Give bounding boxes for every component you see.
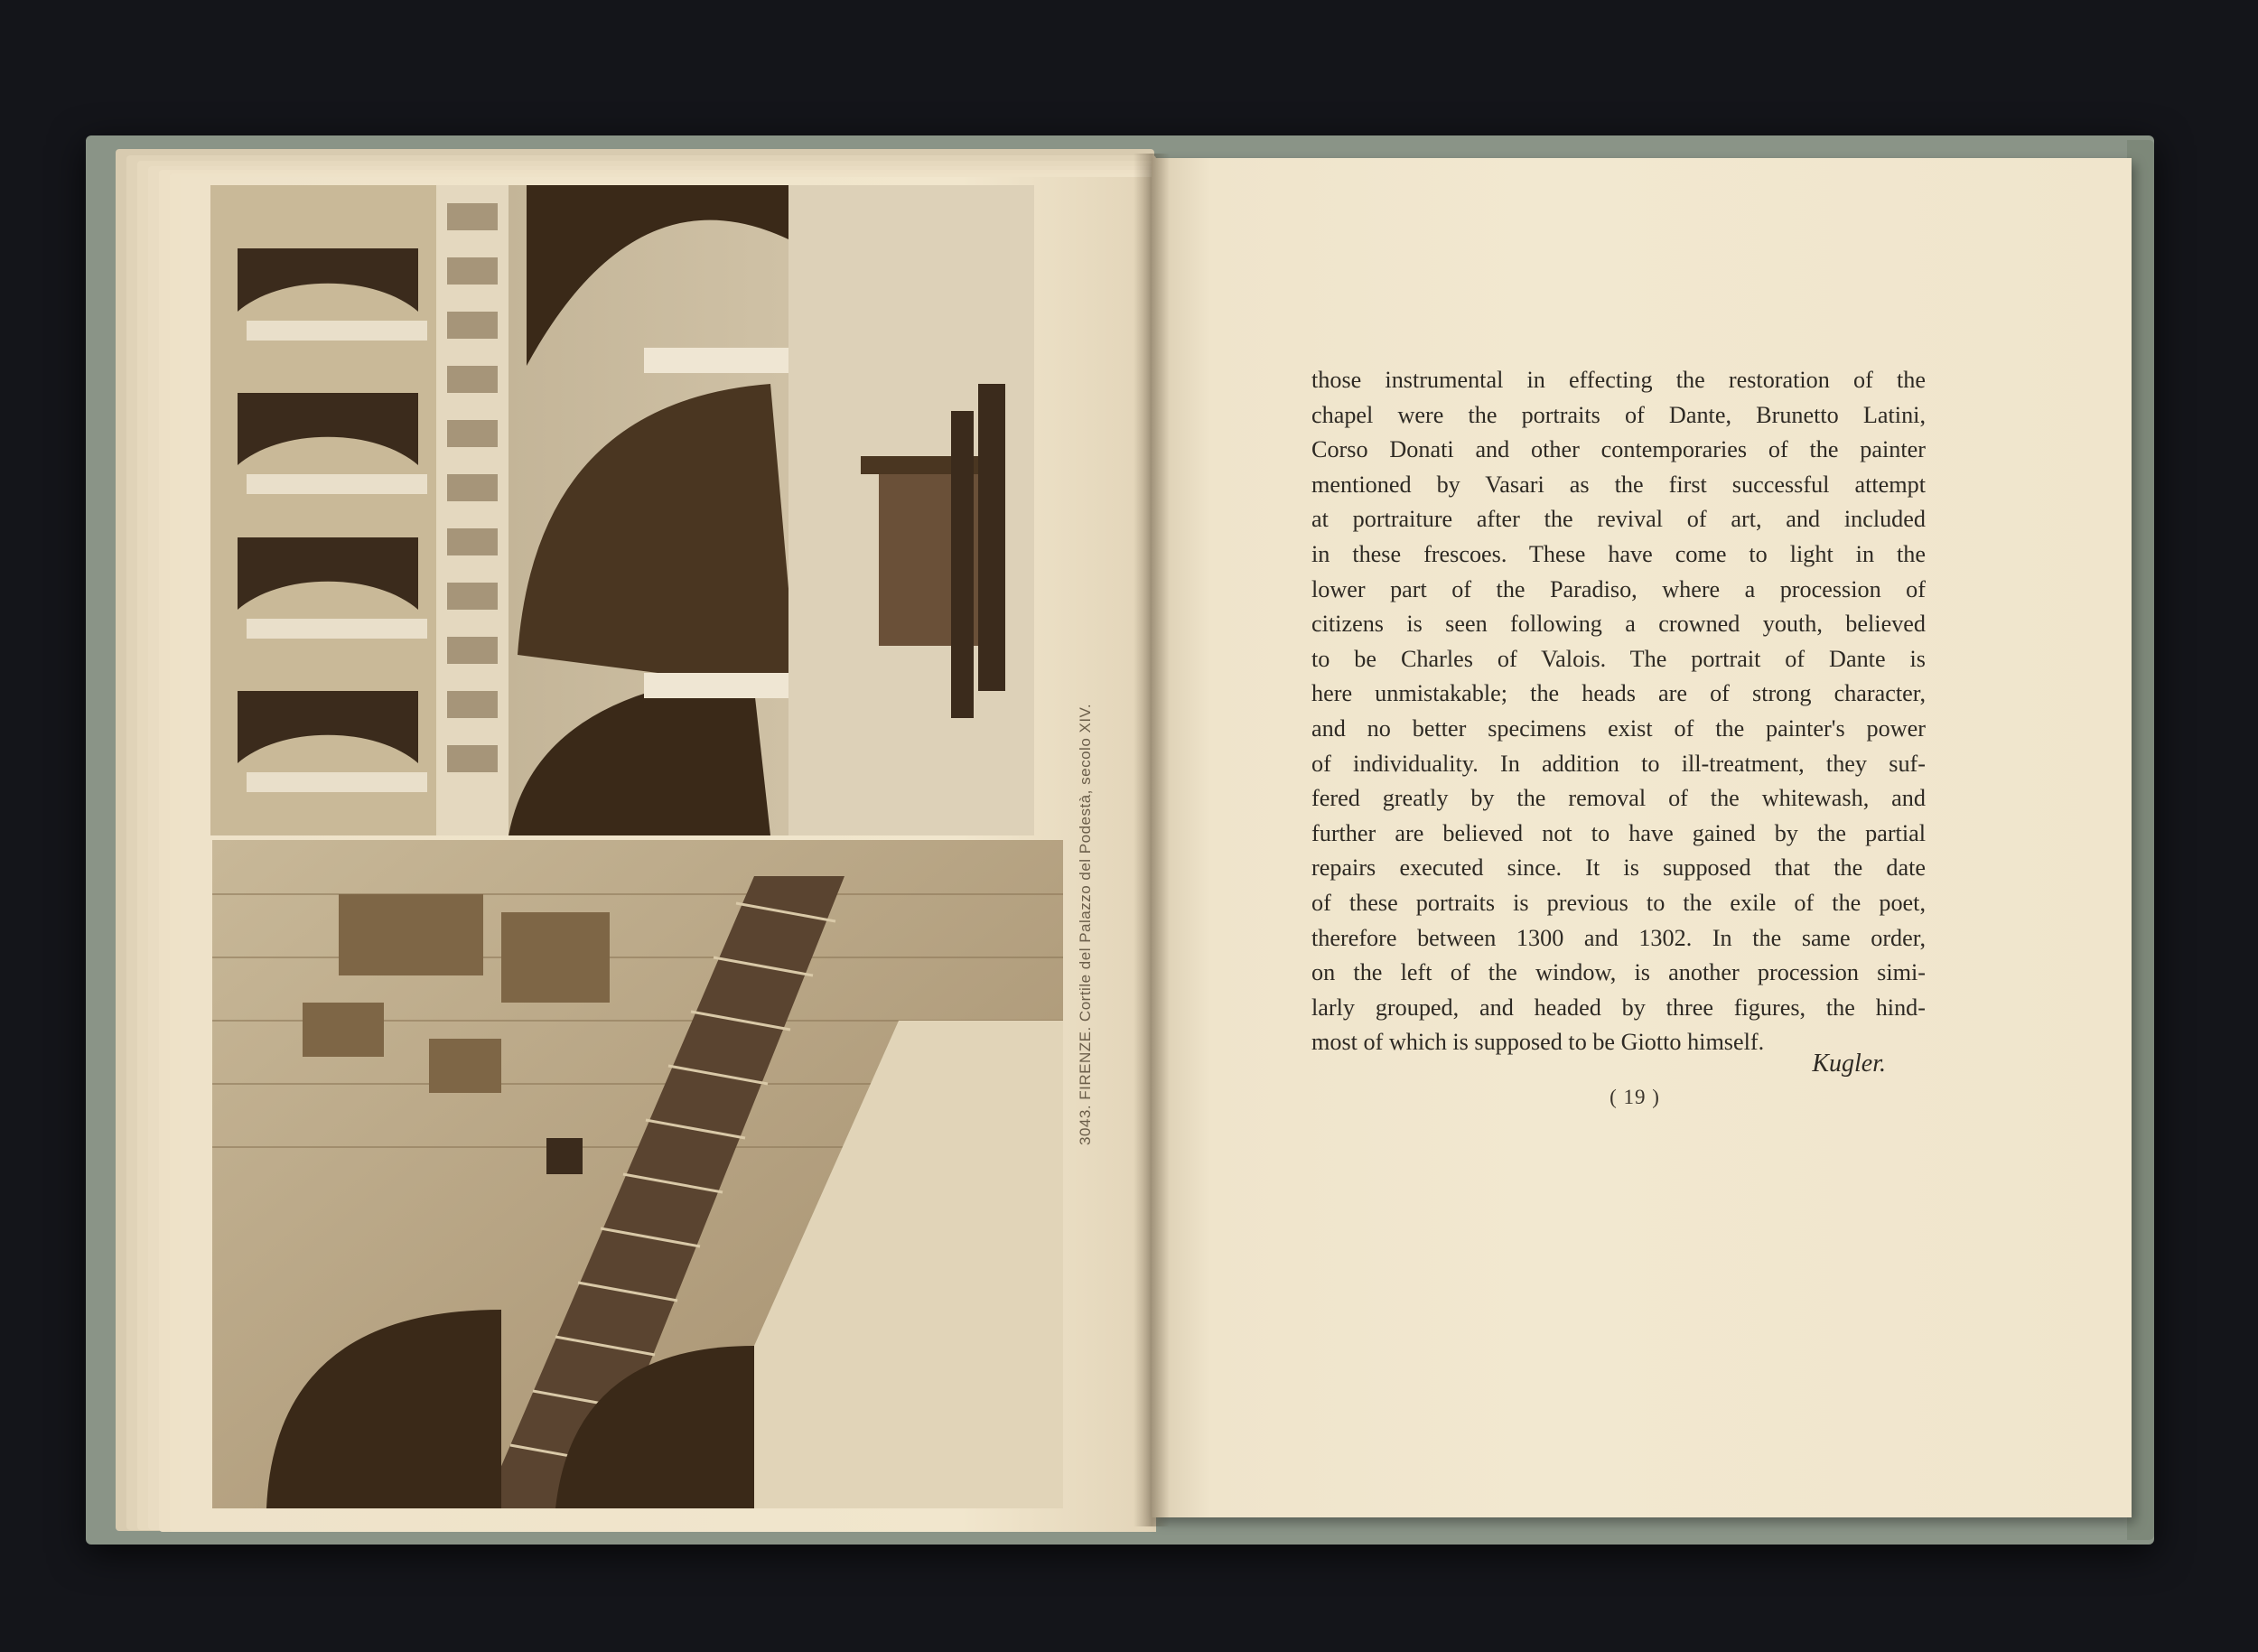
- text-line: here unmistakable; the heads are of strong character,: [1311, 680, 1926, 707]
- text-line: larly grouped, and headed by three figures, the hind-: [1311, 994, 1926, 1021]
- text-line: chapel were the portraits of Dante, Brunetto Latini,: [1311, 401, 1926, 428]
- text-line: therefore between 1300 and 1302. In the same order,: [1311, 924, 1926, 951]
- text-line: lower part of the Paradiso, where a procession of: [1311, 575, 1926, 602]
- text-line: citizens is seen following a crowned youth, believed: [1311, 611, 1926, 638]
- courtyard-staircase-photograph: [212, 840, 1063, 1508]
- text-line: mentioned by Vasari as the first successful attempt: [1311, 471, 1926, 498]
- text-line: of individuality. In addition to ill-treatment, they suf-: [1311, 750, 1926, 777]
- text-line: those instrumental in effecting the restoration of the: [1311, 367, 1926, 393]
- text-line: most of which is supposed to be Giotto himself.: [1311, 1029, 1765, 1056]
- text-line: repairs executed since. It is supposed that the date: [1311, 854, 1926, 882]
- text-line: to be Charles of Valois. The portrait of Dante is: [1311, 645, 1926, 672]
- text-line: fered greatly by the removal of the whitewash, and: [1311, 785, 1926, 812]
- page-body-text: [1311, 363, 1926, 1060]
- photo-caption-text: 3043. FIRENZE. Cortile del Palazzo del Podestà, secolo XIV.: [1077, 703, 1094, 1145]
- text-line: Corso Donati and other contemporaries of the painter: [1311, 436, 1926, 463]
- text-line: of these portraits is previous to the exile of the poet,: [1311, 889, 1926, 916]
- page-number: ( 19 ): [1610, 1086, 1660, 1108]
- courtyard-staircase-image: [212, 840, 1063, 1508]
- book-gutter: [1134, 154, 1170, 1526]
- text-line: at portraiture after the revival of art, and included: [1311, 506, 1926, 533]
- text-line: further are believed not to have gained by the partial: [1311, 819, 1926, 846]
- text-line: on the left of the window, is another procession simi-: [1311, 959, 1926, 986]
- courtyard-arcade-image: [210, 185, 1034, 835]
- attribution: Kugler.: [1812, 1050, 1886, 1078]
- courtyard-arcade-photograph: [210, 185, 1034, 835]
- text-line: and no better specimens exist of the painter's power: [1311, 714, 1926, 742]
- text-line: in these frescoes. These have come to light in the: [1311, 540, 1926, 567]
